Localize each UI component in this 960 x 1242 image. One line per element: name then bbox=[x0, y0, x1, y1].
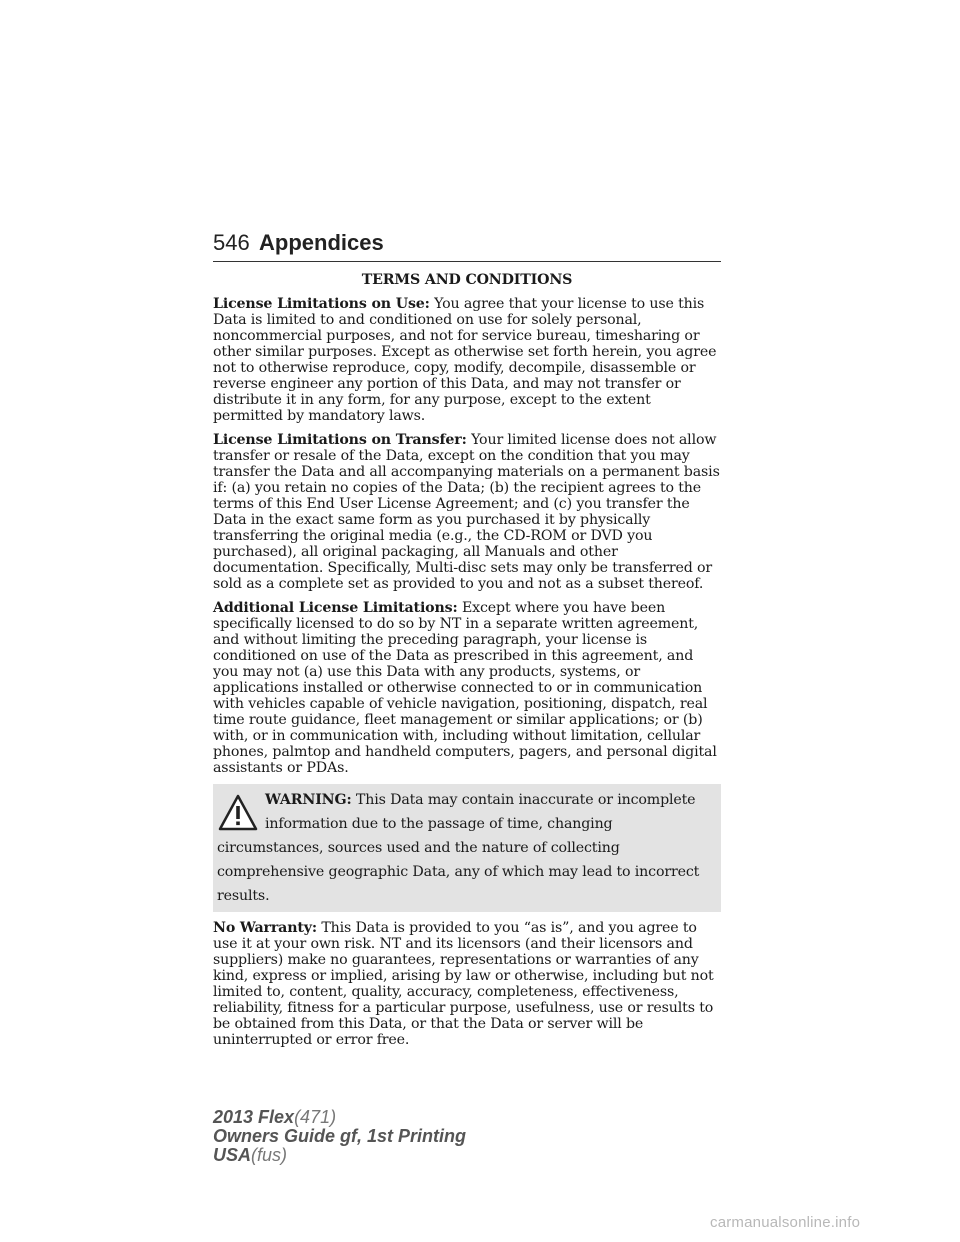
paragraph-lead: No Warranty: bbox=[213, 920, 317, 936]
paragraph-lead: License Limitations on Use: bbox=[213, 296, 430, 312]
footer-model: 2013 Flex bbox=[213, 1107, 295, 1127]
section-title: Appendices bbox=[259, 230, 384, 255]
footer-model-code: (471) bbox=[294, 1107, 337, 1127]
page-number: 546 bbox=[213, 230, 250, 255]
paragraph-text: This Data is provided to you “as is”, and you agree to use it at your own risk. NT and its licensors (and their licensors and suppliers) make no guarantees, representations or warranties of any kind, express or implied, arising by law or otherwise, including but not limited to, content, quality, accuracy, completeness, effectiveness, reliability, fitness for a particular purpose, usefulness, use or results to be obtained from this Data, or that the Data or server will be uninterrupted or error free. bbox=[213, 920, 714, 1048]
footer-market-code: (fus) bbox=[251, 1145, 288, 1165]
license-use-paragraph bbox=[213, 296, 721, 424]
footer-guide: Owners Guide gf, 1st Printing bbox=[213, 1126, 467, 1146]
print-footer bbox=[213, 1108, 466, 1165]
additional-limitations-paragraph bbox=[213, 600, 721, 776]
no-warranty-paragraph bbox=[213, 920, 721, 1048]
warning-text: This Data may contain inaccurate or incomplete information due to the passage of time, changing circumstances, sources used and the nature of collecting comprehensive geographic Data, any of which may lead to incorrect results. bbox=[217, 792, 700, 904]
warning-lead: WARNING: bbox=[265, 792, 352, 808]
watermark: carmanualsonline.info bbox=[710, 1214, 861, 1231]
paragraph-lead: License Limitations on Transfer: bbox=[213, 432, 467, 448]
paragraph-text: Your limited license does not allow transfer or resale of the Data, except on the condition that you may transfer the Data and all accompanying materials on a permanent basis if: (a) you retain no copies of the Data; (b) the recipient agrees to the terms of this End User License Agreement; and (c) you transfer the Data in the exact same form as you purchased it by physically transferring the original media (e.g., the CD-ROM or DVD you purchased), all original packaging, all Manuals and other documentation. Specifically, Multi-disc sets may only be transferred or sold as a complete set as provided to you and not as a subset thereof. bbox=[213, 432, 720, 592]
terms-heading: TERMS AND CONDITIONS bbox=[361, 272, 573, 288]
page-header bbox=[213, 228, 721, 262]
footer-line-market bbox=[213, 1146, 466, 1165]
page-content bbox=[213, 272, 721, 1056]
paragraph-lead: Additional License Limitations: bbox=[213, 600, 458, 616]
paragraph-text: Except where you have been specifically licensed to do so by NT in a separate written agreement, and without limiting the preceding paragraph, your license is conditioned on use of the Data as prescribed in this agreement, and you may not (a) use this Data with any products, systems, or applications installed or otherwise connected to or in communication with vehicles capable of vehicle navigation, positioning, dispatch, real time route guidance, fleet management or similar applications; or (b) with, or in communication with, including without limitation, cellular phones, palmtop and handheld computers, pagers, and personal digital assistants or PDAs. bbox=[213, 600, 717, 776]
warning-box bbox=[213, 784, 721, 912]
warning-triangle-icon bbox=[217, 792, 259, 834]
license-transfer-paragraph bbox=[213, 432, 721, 592]
paragraph-text: You agree that your license to use this Data is limited to and conditioned on use for solely personal, noncommercial purposes, and not for service bureau, timesharing or other similar purposes. Except as otherwise set forth herein, you agree not to otherwise reproduce, copy, modify, decompile, disassemble or reverse engineer any portion of this Data, and may not transfer or distribute it in any form, for any purpose, except to the extent permitted by mandatory laws. bbox=[213, 296, 717, 424]
footer-line-model bbox=[213, 1108, 466, 1127]
footer-market: USA bbox=[213, 1145, 252, 1165]
